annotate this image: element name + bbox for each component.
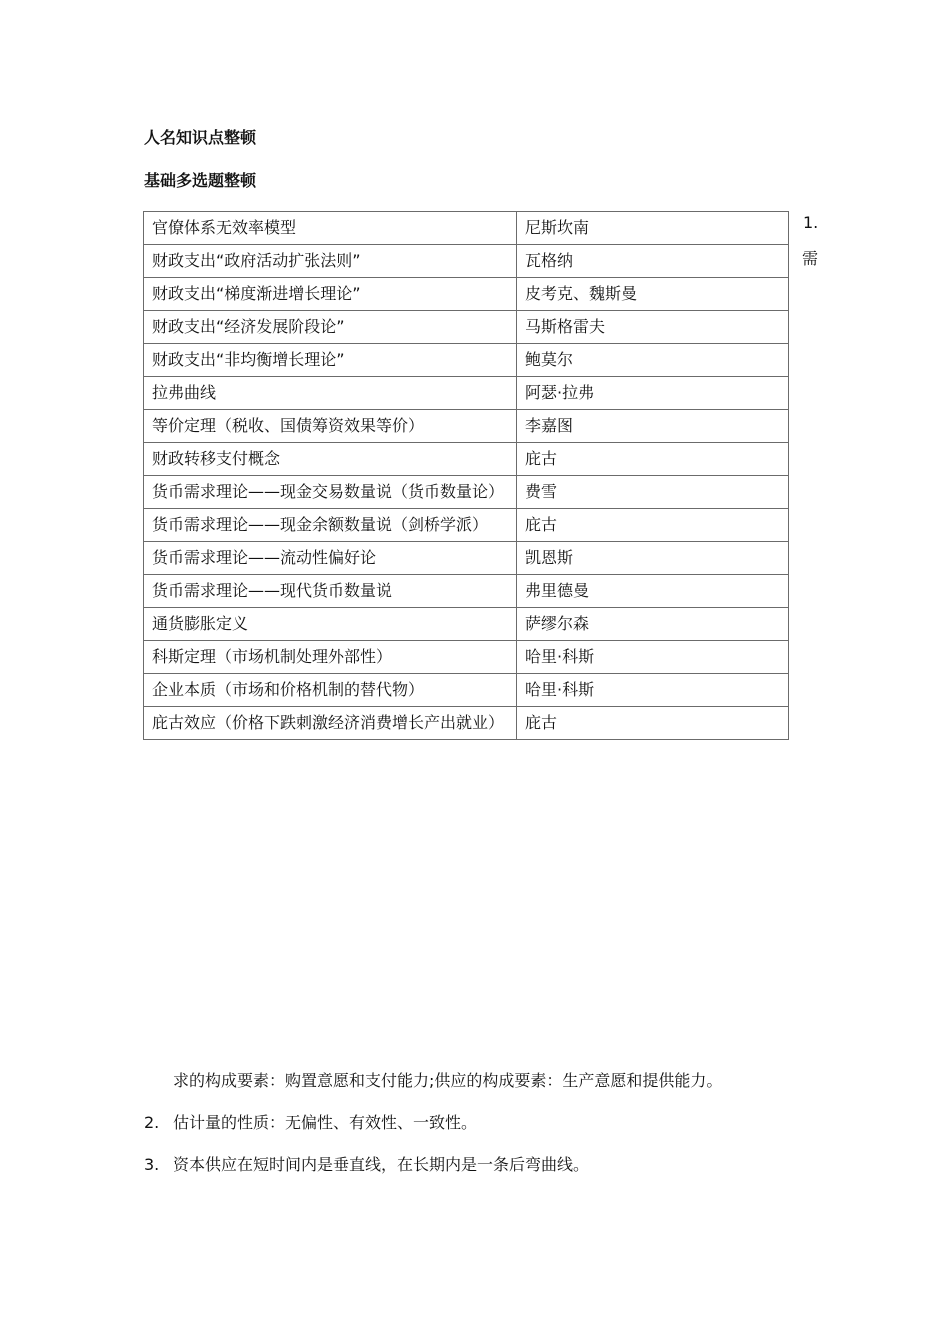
table-row <box>144 608 789 641</box>
concept-cell: 货币需求理论——现金交易数量说（货币数量论） <box>144 476 517 509</box>
concept-cell: 拉弗曲线 <box>144 377 517 410</box>
person-cell: 庇古 <box>517 443 789 476</box>
table-row <box>144 245 789 278</box>
list-item <box>144 1113 477 1133</box>
table-row <box>144 476 789 509</box>
document-title: 人名知识点整顿 <box>144 128 257 147</box>
person-cell: 鲍莫尔 <box>517 344 789 377</box>
person-cell: 马斯格雷夫 <box>517 311 789 344</box>
table-row <box>144 509 789 542</box>
person-cell: 皮考克、魏斯曼 <box>517 278 789 311</box>
person-cell: 哈里·科斯 <box>517 641 789 674</box>
concept-cell: 等价定理（税收、国债筹资效果等价） <box>144 410 517 443</box>
list-item-text: 估计量的性质：无偏性、有效性、一致性。 <box>173 1113 478 1132</box>
person-cell: 尼斯坎南 <box>517 212 789 245</box>
person-cell: 哈里·科斯 <box>517 674 789 707</box>
concept-cell: 财政转移支付概念 <box>144 443 517 476</box>
concept-cell: 企业本质（市场和价格机制的替代物） <box>144 674 517 707</box>
table-row <box>144 443 789 476</box>
concept-cell: 货币需求理论——现金余额数量说（剑桥学派） <box>144 509 517 542</box>
concept-cell: 货币需求理论——现代货币数量说 <box>144 575 517 608</box>
name-knowledge-table <box>143 211 789 740</box>
table-row <box>144 410 789 443</box>
table-row <box>144 674 789 707</box>
concept-cell: 科斯定理（市场机制处理外部性） <box>144 641 517 674</box>
person-cell: 瓦格纳 <box>517 245 789 278</box>
person-cell: 庇古 <box>517 707 789 740</box>
concept-cell: 通货膨胀定义 <box>144 608 517 641</box>
person-cell: 庇古 <box>517 509 789 542</box>
table-row <box>144 377 789 410</box>
concept-cell: 财政支出“非均衡增长理论” <box>144 344 517 377</box>
person-cell: 弗里德曼 <box>517 575 789 608</box>
table-row <box>144 278 789 311</box>
person-cell: 阿瑟·拉弗 <box>517 377 789 410</box>
person-cell: 费雪 <box>517 476 789 509</box>
concept-cell: 货币需求理论——流动性偏好论 <box>144 542 517 575</box>
section-title: 基础多选题整顿 <box>144 171 257 190</box>
person-cell: 凯恩斯 <box>517 542 789 575</box>
concept-cell: 财政支出“政府活动扩张法则” <box>144 245 517 278</box>
list-number: 3. <box>144 1155 160 1174</box>
person-cell: 萨缪尔森 <box>517 608 789 641</box>
table-row <box>144 542 789 575</box>
table-row <box>144 311 789 344</box>
table-row <box>144 641 789 674</box>
concept-cell: 庇古效应（价格下跌刺激经济消费增长产出就业） <box>144 707 517 740</box>
concept-cell: 财政支出“经济发展阶段论” <box>144 311 517 344</box>
list-item-text: 资本供应在短时间内是垂直线，在长期内是一条后弯曲线。 <box>173 1155 590 1174</box>
table-row <box>144 344 789 377</box>
list-number-1: 1. <box>803 213 819 232</box>
list-item-1-continuation: 求的构成要素：购置意愿和支付能力;供应的构成要素：生产意愿和提供能力。 <box>173 1071 723 1090</box>
table-row <box>144 212 789 245</box>
concept-cell: 官僚体系无效率模型 <box>144 212 517 245</box>
list-item-1-start: 需 <box>802 249 819 268</box>
concept-cell: 财政支出“梯度渐进增长理论” <box>144 278 517 311</box>
table-row <box>144 707 789 740</box>
table-row <box>144 575 789 608</box>
person-cell: 李嘉图 <box>517 410 789 443</box>
list-item <box>144 1155 589 1175</box>
list-number: 2. <box>144 1113 160 1132</box>
